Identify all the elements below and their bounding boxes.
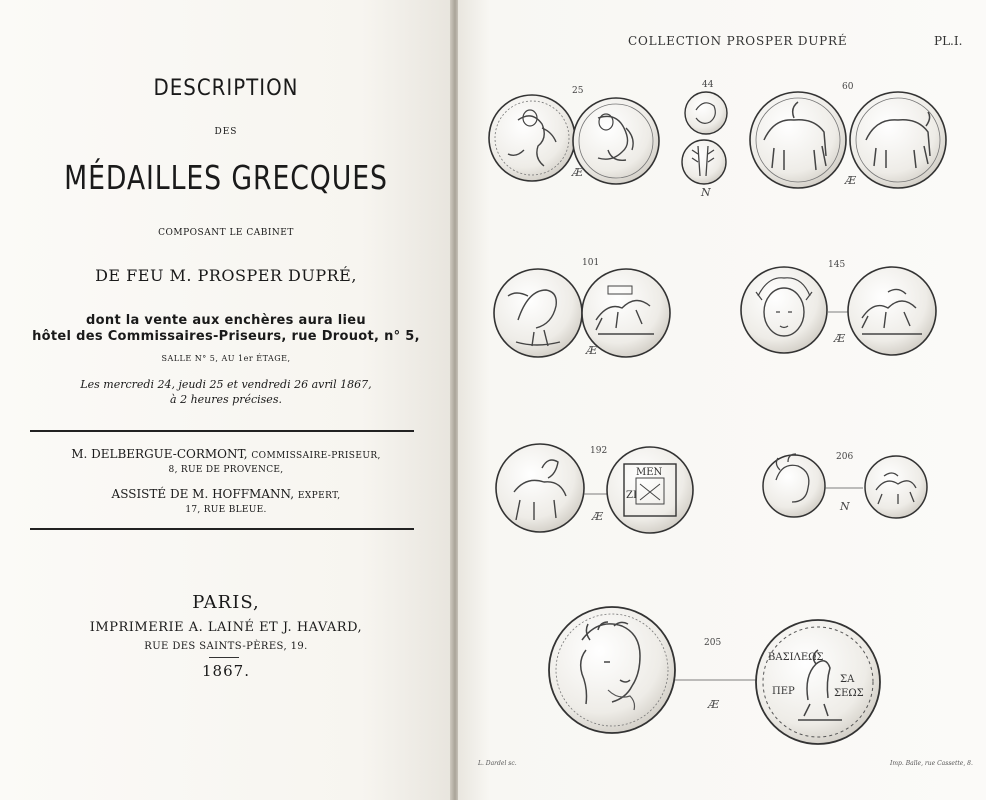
coin-number-60: 60	[842, 82, 854, 92]
printer-credit: Imp. Balle, rue Cassette, 8.	[890, 760, 973, 767]
coin-145-obverse	[741, 267, 827, 353]
sale-notice-line-1: dont la vente aux enchères aura lieu	[86, 313, 366, 328]
assisted-by: ASSISTÉ DE M. HOFFMANN,	[111, 487, 295, 501]
coin-number-205: 205	[704, 638, 722, 648]
coin-number-192: 192	[590, 446, 608, 456]
coin-metal-60: Æ	[845, 174, 857, 187]
title-collector: DE FEU M. PROSPER DUPRÉ,	[95, 266, 357, 285]
coin-205-obverse	[549, 607, 675, 733]
sale-room: SALLE N° 5, AU 1er ÉTAGE,	[161, 354, 291, 363]
inscription-seos: ΣΕΩΣ	[834, 688, 864, 699]
engraver-credit: L. Dardel sc.	[478, 760, 517, 767]
coin-metal-145: Æ	[834, 332, 846, 345]
title-medailles: MÉDAILLES GRECQUES	[64, 158, 388, 197]
auctioneer-name: M. DELBERGUE-CORMONT,	[71, 447, 248, 461]
coin-25-reverse	[573, 98, 659, 184]
coin-illustrations	[458, 0, 986, 800]
coin-44-reverse	[682, 140, 726, 184]
auctioneer-line	[0, 447, 452, 461]
inscription-men: MEN	[636, 467, 663, 478]
inscription-basileos: ΒΑΣΙΛΕΩΣ	[768, 652, 824, 663]
title-des: DES	[214, 127, 238, 137]
year-rule	[209, 657, 239, 658]
auctioneer-role: COMMISSAIRE-PRISEUR,	[251, 451, 381, 461]
coin-44-obverse	[685, 92, 727, 134]
divider-bottom	[30, 528, 414, 530]
expert-address: 17, RUE BLEUE.	[185, 505, 267, 515]
plate-number: PL.I.	[934, 34, 963, 48]
title-page	[0, 0, 452, 800]
plate-header: COLLECTION PROSPER DUPRÉ	[628, 34, 848, 48]
coin-192-obverse	[496, 444, 584, 532]
coin-metal-25: Æ	[572, 166, 584, 179]
inscription-per: ΠΕΡ	[772, 686, 795, 697]
coin-101-obverse	[494, 269, 582, 357]
coin-metal-101: Æ	[586, 344, 598, 357]
auctioneer-address: 8, RUE DE PROVENCE,	[168, 465, 284, 475]
coin-metal-205: Æ	[708, 698, 720, 711]
coin-206-obverse	[763, 454, 825, 517]
divider-top	[30, 430, 414, 432]
coin-60-obverse	[750, 92, 846, 188]
coin-192-reverse	[607, 447, 693, 533]
coin-number-44: 44	[702, 80, 714, 90]
inscription-sa: ΣΑ	[840, 674, 855, 685]
expert-role: EXPERT,	[297, 491, 341, 501]
coin-plate	[458, 0, 986, 800]
imprint-city: PARIS,	[192, 592, 260, 613]
coin-metal-206: N	[840, 500, 850, 513]
coin-60-reverse	[850, 92, 946, 188]
coin-25-obverse	[489, 95, 575, 181]
title-description: DESCRIPTION	[153, 76, 299, 101]
coin-metal-192: Æ	[592, 510, 604, 523]
title-composant: COMPOSANT LE CABINET	[158, 228, 294, 238]
coin-number-206: 206	[836, 452, 854, 462]
sale-notice-line-2: hôtel des Commissaires-Priseurs, rue Drouot, n° 5,	[32, 329, 420, 344]
coin-145-reverse	[848, 267, 936, 355]
imprint-printer: IMPRIMERIE A. LAINÉ ET J. HAVARD,	[89, 620, 363, 635]
sale-hour: à 2 heures précises.	[170, 393, 282, 406]
coin-number-145: 145	[828, 260, 846, 270]
coin-number-25: 25	[572, 86, 584, 96]
sale-dates: Les mercredi 24, jeudi 25 et vendredi 26 avril 1867,	[80, 378, 372, 391]
inscription-zi: ΖΙ	[626, 490, 637, 501]
expert-line	[0, 487, 452, 501]
imprint-year: 1867.	[202, 662, 250, 680]
coin-206-reverse	[865, 456, 927, 518]
imprint-street: RUE DES SAINTS-PÈRES, 19.	[144, 641, 308, 652]
coin-number-101: 101	[582, 258, 600, 268]
coin-205-reverse	[756, 620, 880, 744]
coin-metal-44: N	[701, 186, 711, 199]
